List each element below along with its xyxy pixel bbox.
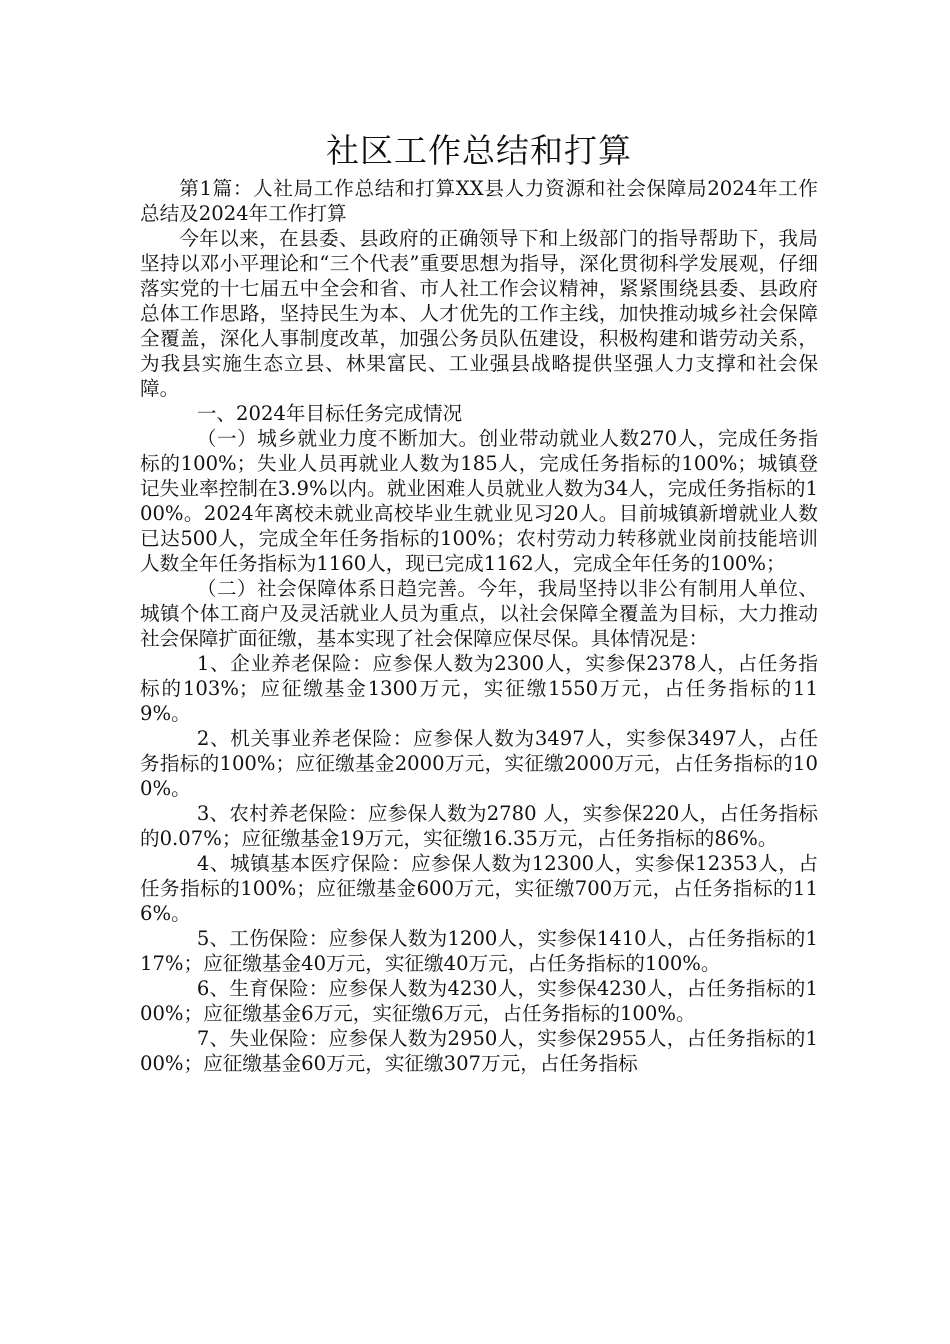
list-item-institution-pension: 2、机关事业养老保险：应参保人数为3497人，实参保3497人，占任务指标的100%；应征缴基金2000万元，实征缴2000万元，占任务指标的100%。 [140, 727, 818, 800]
list-item-injury-insurance: 5、工伤保险：应参保人数为1200人，实参保1410人，占任务指标的117%；应征缴基金40万元，实征缴40万元，占任务指标的100%。 [140, 927, 818, 975]
chapter-heading: 第1篇：人社局工作总结和打算XX县人力资源和社会保障局2024年工作总结及2024年工作打算 [140, 177, 818, 225]
list-item-enterprise-pension: 1、企业养老保险：应参保人数为2300人，实参保2378人，占任务指标的103%；应征缴基金1300万元，实征缴1550万元，占任务指标的119%。 [140, 652, 818, 725]
employment-paragraph: （一）城乡就业力度不断加大。创业带动就业人数270人，完成任务指标的100%；失业人员再就业人数为185人，完成任务指标的100%；城镇登记失业率控制在3.9%以内。就业困难人员就业人数为34人，完成任务指标的100%。2024年离校未就业高校毕业生就业见习20人。目前城镇新增就业人数已达500人，完成全年任务指标的100%；农村劳动力转移就业岗前技能培训人数全年任务指标为1160人，现已完成1162人，完成全年任务的100%； [140, 427, 818, 575]
list-item-rural-pension: 3、农村养老保险：应参保人数为2780 人，实参保220人，占任务指标的0.07%；应征缴基金19万元，实征缴16.35万元，占任务指标的86%。 [140, 802, 818, 850]
document-page [140, 128, 818, 1076]
list-item-medical-insurance: 4、城镇基本医疗保险：应参保人数为12300人，实参保12353人，占任务指标的100%；应征缴基金600万元，实征缴700万元，占任务指标的116%。 [140, 852, 818, 925]
list-item-maternity-insurance: 6、生育保险：应参保人数为4230人，实参保4230人，占任务指标的100%；应征缴基金6万元，实征缴6万元，占任务指标的100%。 [140, 977, 818, 1025]
document-title: 社区工作总结和打算 [326, 131, 632, 170]
intro-paragraph: 今年以来，在县委、县政府的正确领导下和上级部门的指导帮助下，我局坚持以邓小平理论和“三个代表”重要思想为指导，深化贯彻科学发展观，仔细落实党的十七届五中全会和省、市人社工作会议精神，紧紧围绕县委、县政府总体工作思路，坚持民生为本、人才优先的工作主线，加快推动城乡社会保障全覆盖，深化人事制度改革，加强公务员队伍建设，积极构建和谐劳动关系，为我县实施生态立县、林果富民、工业强县战略提供坚强人力支撑和社会保障。 [140, 227, 818, 400]
list-item-unemployment-insurance: 7、失业保险：应参保人数为2950人，实参保2955人，占任务指标的100%；应征缴基金60万元，实征缴307万元，占任务指标 [140, 1027, 818, 1075]
section-heading: 一、2024年目标任务完成情况 [196, 402, 463, 425]
social-security-paragraph: （二）社会保障体系日趋完善。今年，我局坚持以非公有制用人单位、城镇个体工商户及灵活就业人员为重点，以社会保障全覆盖为目标，大力推动社会保障扩面征缴，基本实现了社会保障应保尽保。具体情况是： [140, 577, 818, 650]
